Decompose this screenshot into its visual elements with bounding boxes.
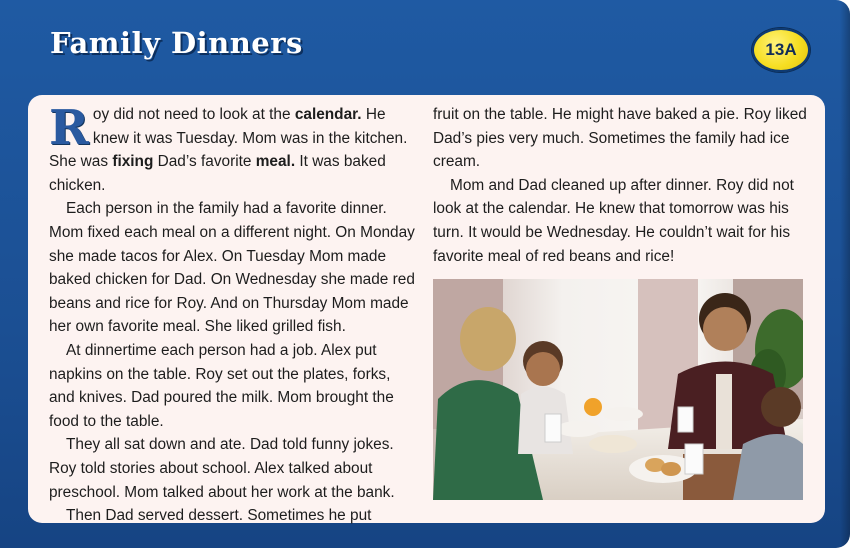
story-column-left	[49, 100, 419, 528]
lesson-badge: 13A	[752, 28, 810, 72]
drop-cap: R	[49, 100, 89, 156]
story-column-right	[433, 103, 808, 268]
paragraph-1	[49, 100, 419, 197]
vocab-word-meal: meal.	[255, 153, 296, 171]
paragraph-1-text-c: Dad’s favorite	[153, 153, 256, 171]
vocab-word-fixing: fixing	[112, 153, 154, 171]
paragraph-2: Each person in the family had a favorite dinner. Mom fixed each meal on a different night. On Monday she made tacos for Alex. On Tuesday Mom made baked chicken for Dad. On Wednesday she made red beans and rice for Roy. And on Thursday Mom made her own favorite meal. She liked grilled fish.	[49, 200, 415, 336]
paragraph-5-end: fruit on the table. He might have baked a pie. Roy liked Dad’s pies very much. Sometimes the family had ice cream.	[433, 106, 807, 171]
paragraph-1-text-d: It was baked chicken.	[49, 153, 386, 194]
family-dinner-photo	[433, 279, 803, 500]
paragraph-3: At dinnertime each person had a job. Alex put napkins on the table. Roy set out the plates, forks, and knives. Dad poured the milk. Mom brought the food to the table.	[49, 341, 394, 430]
page-title: Family Dinners	[50, 26, 303, 60]
paragraph-5-start: Then Dad served dessert. Sometimes he put	[66, 507, 372, 525]
vocab-word-calendar: calendar.	[294, 106, 362, 123]
paragraph-6: Mom and Dad cleaned up after dinner. Roy did not look at the calendar. He knew that tomorrow was his turn. It would be Wednesday. He couldn’t wait for his favorite meal of red beans and rice!	[433, 176, 794, 265]
paragraph-4: They all sat down and ate. Dad told funny jokes. Roy told stories about school. Alex talked about preschool. Mom talked about her work at the bank.	[49, 436, 395, 501]
photo-illustration	[433, 279, 803, 500]
paragraph-1-text-a: oy did not need to look at the	[92, 106, 295, 123]
paragraph-1-text-b: He knew it was Tuesday. Mom was in the kitchen. She was	[49, 106, 408, 171]
